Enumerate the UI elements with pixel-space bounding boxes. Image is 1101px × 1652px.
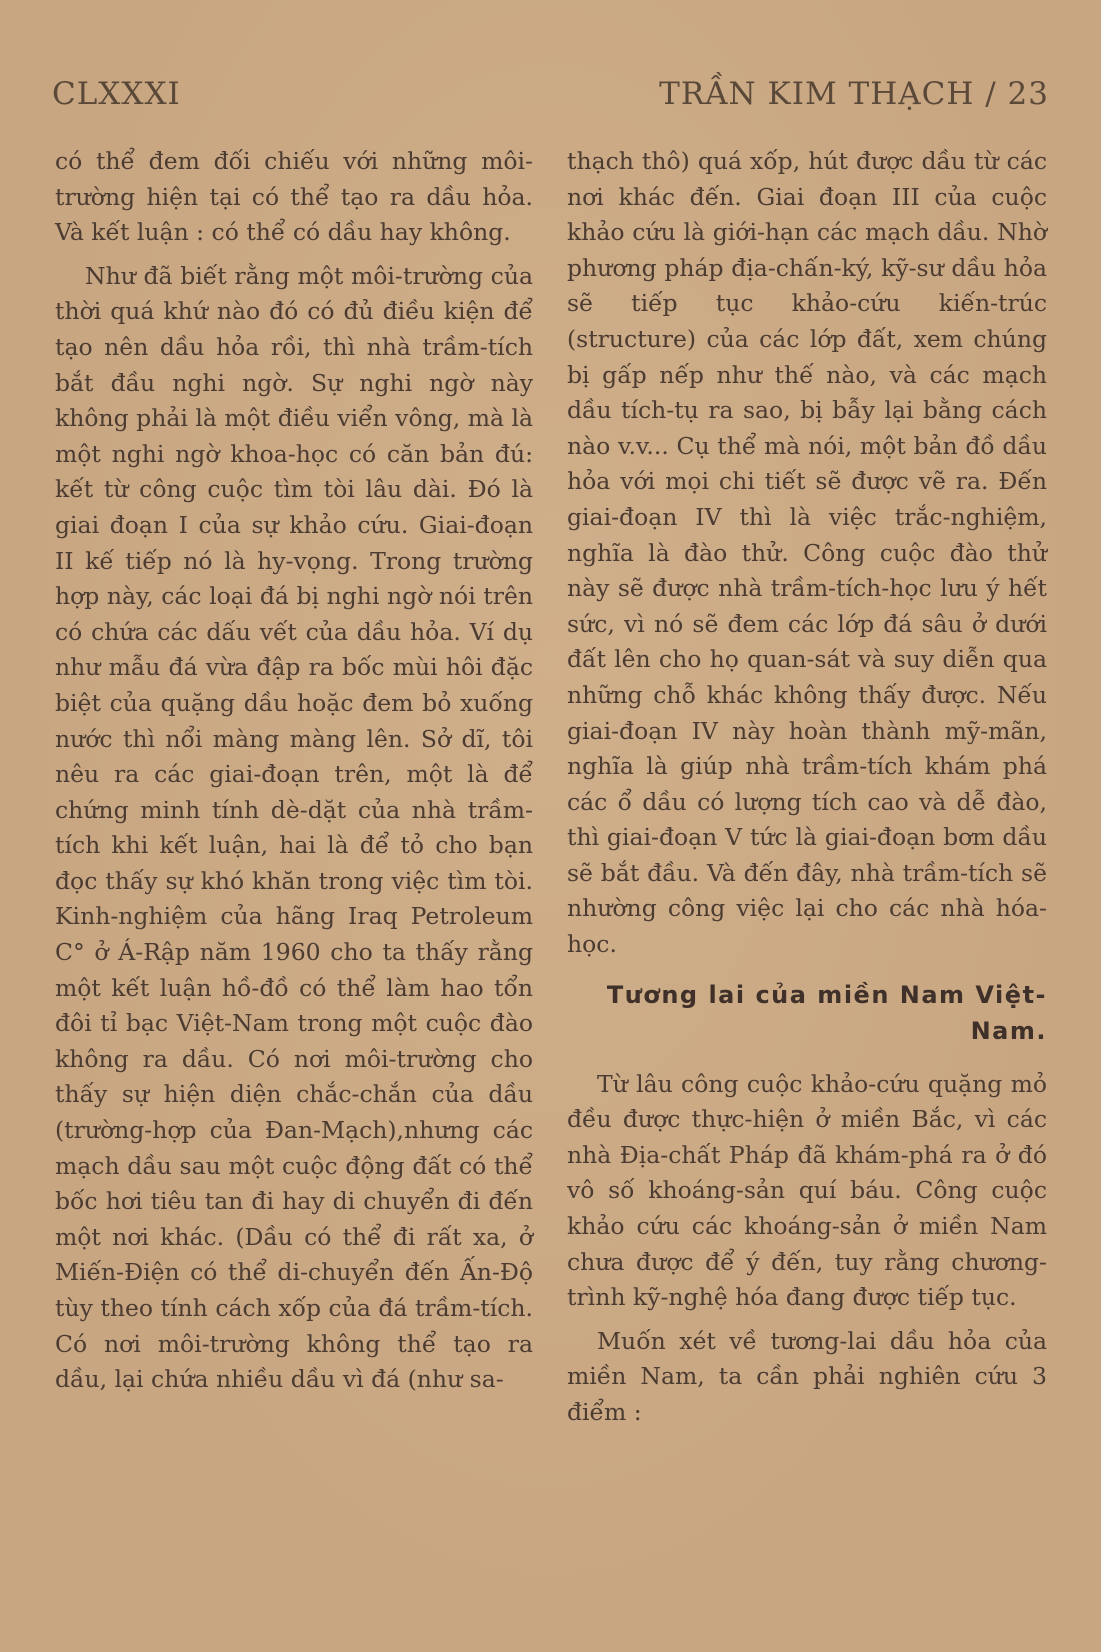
left-paragraph-1: có thể đem đối chiếu với những môi-trường hiện tại có thể tạo ra dầu hỏa. Và kết luận : có thể có dầu hay không.: [55, 147, 533, 247]
right-paragraph-2: Từ lâu công cuộc khảo-cứu quặng mỏ đều được thực-hiện ở miền Bắc, vì các nhà Địa-chất Pháp đã khám-phá ra ở đó vô số khoáng-sản quí báu. Công cuộc khảo cứu các khoáng-sản ở miền Nam chưa được để ý đến, tuy rằng chương-trình kỹ-nghệ hóa đang được tiếp tục.: [567, 1069, 1047, 1312]
right-paragraph-3: Muốn xét về tương-lai dầu hỏa của miền Nam, ta cần phải nghiên cứu 3 điểm :: [567, 1326, 1047, 1426]
left-paragraph-2: Như đã biết rằng một môi-trường của thời quá khứ nào đó có đủ điều kiện để tạo nên dầu hỏa rồi, thì nhà trầm-tích bắt đầu nghi ngờ. Sự nghi ngờ này không phải là một điều viển vông, mà là một nghi ngờ khoa-học có căn bản đú: kết từ công cuộc tìm tòi lâu dài. Đó là giai đoạn I của sự khảo cứu. Giai-đoạn II kế tiếp nó là hy-vọng. Trong trường hợp này, các loại đá bị nghi ngờ nói trên có chứa các dấu vết của dầu hỏa. Ví dụ như mẫu đá vừa đập ra bốc mùi hôi đặc biệt của quặng dầu hoặc đem bỏ xuống nước thì nổi màng màng lên. Sở dĩ, tôi nêu ra các giai-đoạn trên, một là để chứng minh tính dè-dặt của nhà trầm-tích khi kết luận, hai là để tỏ cho bạn đọc thấy sự khó khăn trong việc tìm tòi. Kinh-nghiệm của hãng Iraq Petroleum C° ở Á-Rập năm 1960 cho ta thấy rằng một kết luận hồ-đồ có thể làm hao tổn đôi tỉ bạc Việt-Nam trong một cuộc đào không ra dầu. Có nơi môi-trường cho thấy sự hiện diện chắc-chắn của dầu (trường-hợp của Đan-Mạch),nhưng các mạch dầu sau một cuộc động đất có thể bốc hơi tiêu tan đi hay di chuyển đi đến một nơi khác. (Dầu có thể đi rất xa, ở Miến-Điện có thể di-chuyển đến Ấn-Độ tùy theo tính cách xốp của đá trầm-tích. Có nơi môi-trường không thể tạo ra dầu, lại chứa nhiều dầu vì đá (như sa-: [55, 261, 533, 1394]
page-section-number: CLXXXI: [52, 76, 181, 112]
right-paragraph-1: thạch thô) quá xốp, hút được dầu từ các nơi khác đến. Giai đoạn III của cuộc khảo cứu là giới-hạn các mạch dầu. Nhờ phương pháp địa-chấn-ký, kỹ-sư dầu hỏa sẽ tiếp tục khảo-cứu kiến-trúc (structure) của các lớp đất, xem chúng bị gấp nếp như thế nào, và các mạch dầu tích-tụ ra sao, bị bẫy lại bằng cách nào v.v... Cụ thể mà nói, một bản đồ dầu hỏa với mọi chi tiết sẽ được vẽ ra. Đến giai-đoạn IV thì là việc trắc-nghiệm, nghĩa là đào thử. Công cuộc đào thử này sẽ được nhà trầm-tích-học lưu ý hết sức, vì nó sẽ đem các lớp đá sâu ở dưới đất lên cho họ quan-sát và suy diễn qua những chỗ khác không thấy được. Nếu giai-đoạn IV này hoàn thành mỹ-mãn, nghĩa là giúp nhà trầm-tích khám phá các ổ dầu có lượng tích cao và dễ đào, thì giai-đoạn V tức là giai-đoạn bơm dầu sẽ bắt đầu. Và đến đây, nhà trầm-tích sẽ nhường công việc lại cho các nhà hóa-học.: [567, 147, 1047, 959]
running-header-author-page: TRẦN KIM THẠCH / 23: [659, 76, 1049, 112]
left-column: [55, 144, 533, 1398]
right-column: [567, 144, 1047, 1431]
section-heading: Tương lai của miền Nam Việt-Nam.: [606, 980, 1047, 1045]
